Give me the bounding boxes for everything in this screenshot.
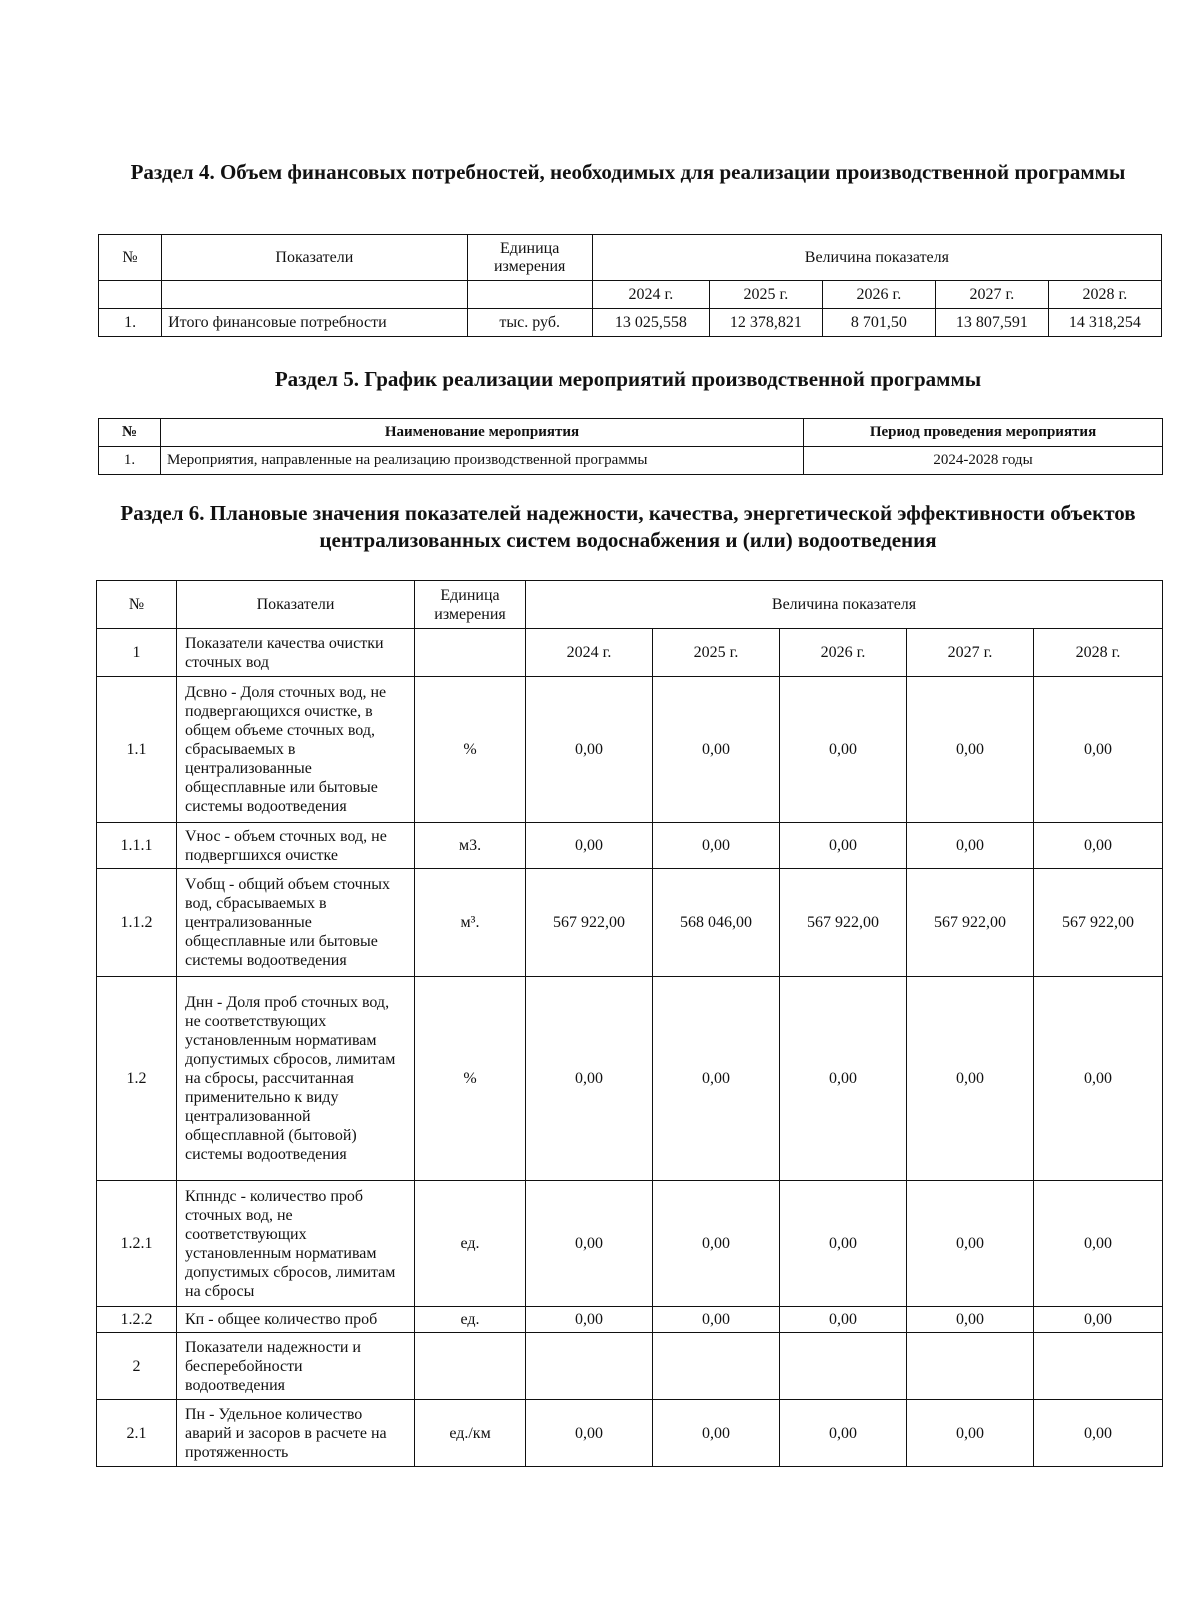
row-num: 1.1.2 (97, 869, 177, 977)
row-value: 0,00 (780, 1307, 907, 1333)
row-value: 567 922,00 (780, 869, 907, 977)
year-header: 2024 г. (526, 629, 653, 677)
year-header: 2027 г. (907, 629, 1034, 677)
row-value: 0,00 (653, 977, 780, 1181)
table-row (97, 1181, 1163, 1307)
row-value: 0,00 (653, 1400, 780, 1467)
row-unit: м3. (415, 823, 526, 869)
row-unit: тыс. руб. (467, 309, 592, 337)
year-header: 2025 г. (653, 629, 780, 677)
row-indicator: Дсвно - Доля сточных вод, не подвергающихся очистке, в общем объеме сточных вод, сбрасываемых в централизованные общесплавные или бытовые системы водоотведения (177, 677, 415, 823)
financial-needs-table (98, 234, 1162, 337)
row-value: 0,00 (780, 823, 907, 869)
row-value: 0,00 (526, 1307, 653, 1333)
header-indicator: Показатели (162, 235, 467, 281)
row-value: 0,00 (907, 1400, 1034, 1467)
row-unit: м³. (415, 869, 526, 977)
row-value: 0,00 (1034, 677, 1163, 823)
table-row (97, 977, 1163, 1181)
row-value: 568 046,00 (653, 869, 780, 977)
row-num: 1.2.2 (97, 1307, 177, 1333)
row-unit: ед./км (415, 1400, 526, 1467)
row-unit: ед. (415, 1307, 526, 1333)
row-unit: % (415, 677, 526, 823)
row-num: 2.1 (97, 1400, 177, 1467)
row-num: 1.2.1 (97, 1181, 177, 1307)
row-value: 0,00 (526, 677, 653, 823)
row-indicator: Vнос - объем сточных вод, не подвергшихся очистке (177, 823, 415, 869)
row-value: 0,00 (780, 1181, 907, 1307)
header-num: № (97, 581, 177, 629)
year-header: 2024 г. (592, 281, 709, 309)
row-indicator: Кпнндс - количество проб сточных вод, не соответствующих установленным нормативам допустимых сбросов, лимитам на сбросы (177, 1181, 415, 1307)
row-num: 1.1 (97, 677, 177, 823)
row-value: 0,00 (907, 823, 1034, 869)
row-indicator: Итого финансовые потребности (162, 309, 467, 337)
empty-cell (162, 281, 467, 309)
row-value: 13 025,558 (592, 309, 709, 337)
row-num: 1.1.1 (97, 823, 177, 869)
row-value: 0,00 (780, 977, 907, 1181)
row-value: 0,00 (907, 977, 1034, 1181)
row-value: 0,00 (1034, 1400, 1163, 1467)
empty-cell (907, 1333, 1034, 1400)
row-value: 8 701,50 (822, 309, 935, 337)
row-period: 2024-2028 годы (804, 447, 1163, 475)
row-value: 567 922,00 (1034, 869, 1163, 977)
group-row (97, 1333, 1163, 1400)
year-header: 2028 г. (1034, 629, 1163, 677)
empty-cell (415, 1333, 526, 1400)
row-value: 14 318,254 (1048, 309, 1161, 337)
row-num: 1. (99, 309, 162, 337)
table-row (97, 1400, 1163, 1467)
empty-cell (415, 629, 526, 677)
row-value: 0,00 (1034, 977, 1163, 1181)
row-value: 0,00 (1034, 1181, 1163, 1307)
row-value: 0,00 (526, 1181, 653, 1307)
year-header: 2027 г. (935, 281, 1048, 309)
table-row (97, 823, 1163, 869)
row-value: 0,00 (1034, 823, 1163, 869)
row-value: 0,00 (1034, 1307, 1163, 1333)
header-period: Период проведения мероприятия (804, 419, 1163, 447)
empty-cell (99, 281, 162, 309)
group-num: 1 (97, 629, 177, 677)
indicators-table (96, 580, 1163, 1467)
row-value: 0,00 (526, 977, 653, 1181)
table-row (97, 677, 1163, 823)
row-indicator: Vобщ - общий объем сточных вод, сбрасываемых в централизованные общесплавные или бытовые системы водоотведения (177, 869, 415, 977)
row-indicator: Днн - Доля проб сточных вод, не соответствующих установленным нормативам допустимых сбросов, лимитам на сбросы, рассчитанная применительно к виду централизованной общесплавной (бытовой) системы водоотведения (177, 977, 415, 1181)
row-unit: % (415, 977, 526, 1181)
row-value: 0,00 (526, 823, 653, 869)
table-row (97, 869, 1163, 977)
empty-cell (653, 1333, 780, 1400)
row-value: 0,00 (653, 1307, 780, 1333)
section5-title: Раздел 5. График реализации мероприятий производственной программы (274, 367, 982, 391)
empty-cell (526, 1333, 653, 1400)
row-value: 12 378,821 (709, 309, 822, 337)
row-value: 567 922,00 (526, 869, 653, 977)
table-row (97, 1307, 1163, 1333)
header-activity-name: Наименование мероприятия (161, 419, 804, 447)
section6-title: Раздел 6. Плановые значения показателей надежности, качества, энергетической эффективности объектов централизованных систем водоснабжения и (или) водоотведения (120, 501, 1136, 552)
row-value: 0,00 (907, 677, 1034, 823)
row-value: 0,00 (526, 1400, 653, 1467)
year-header: 2026 г. (822, 281, 935, 309)
header-num: № (99, 419, 161, 447)
row-num: 1. (99, 447, 161, 475)
header-num: № (99, 235, 162, 281)
row-indicator: Пн - Удельное количество аварий и засоров в расчете на протяженность (177, 1400, 415, 1467)
header-unit: Единица измерения (467, 235, 592, 281)
group-num: 2 (97, 1333, 177, 1400)
row-value: 0,00 (907, 1181, 1034, 1307)
header-indicator: Показатели (177, 581, 415, 629)
row-value: 0,00 (653, 1181, 780, 1307)
section4-title: Раздел 4. Объем финансовых потребностей, необходимых для реализации производственной программы (130, 160, 1126, 184)
row-value: 567 922,00 (907, 869, 1034, 977)
row-activity-name: Мероприятия, направленные на реализацию производственной программы (161, 447, 804, 475)
row-value: 0,00 (780, 677, 907, 823)
table-row (99, 447, 1163, 475)
row-value: 0,00 (780, 1400, 907, 1467)
row-value: 0,00 (907, 1307, 1034, 1333)
schedule-table (98, 418, 1163, 475)
row-indicator: Кп - общее количество проб (177, 1307, 415, 1333)
empty-cell (467, 281, 592, 309)
row-value: 0,00 (653, 677, 780, 823)
row-unit: ед. (415, 1181, 526, 1307)
header-value: Величина показателя (592, 235, 1161, 281)
row-value: 13 807,591 (935, 309, 1048, 337)
row-value: 0,00 (653, 823, 780, 869)
group-row (97, 629, 1163, 677)
empty-cell (1034, 1333, 1163, 1400)
year-header: 2026 г. (780, 629, 907, 677)
header-value: Величина показателя (526, 581, 1163, 629)
group-name: Показатели качества очистки сточных вод (177, 629, 415, 677)
year-header: 2028 г. (1048, 281, 1161, 309)
header-unit: Единица измерения (415, 581, 526, 629)
empty-cell (780, 1333, 907, 1400)
year-header: 2025 г. (709, 281, 822, 309)
row-num: 1.2 (97, 977, 177, 1181)
table-row (99, 309, 1162, 337)
group-name: Показатели надежности и бесперебойности водоотведения (177, 1333, 415, 1400)
